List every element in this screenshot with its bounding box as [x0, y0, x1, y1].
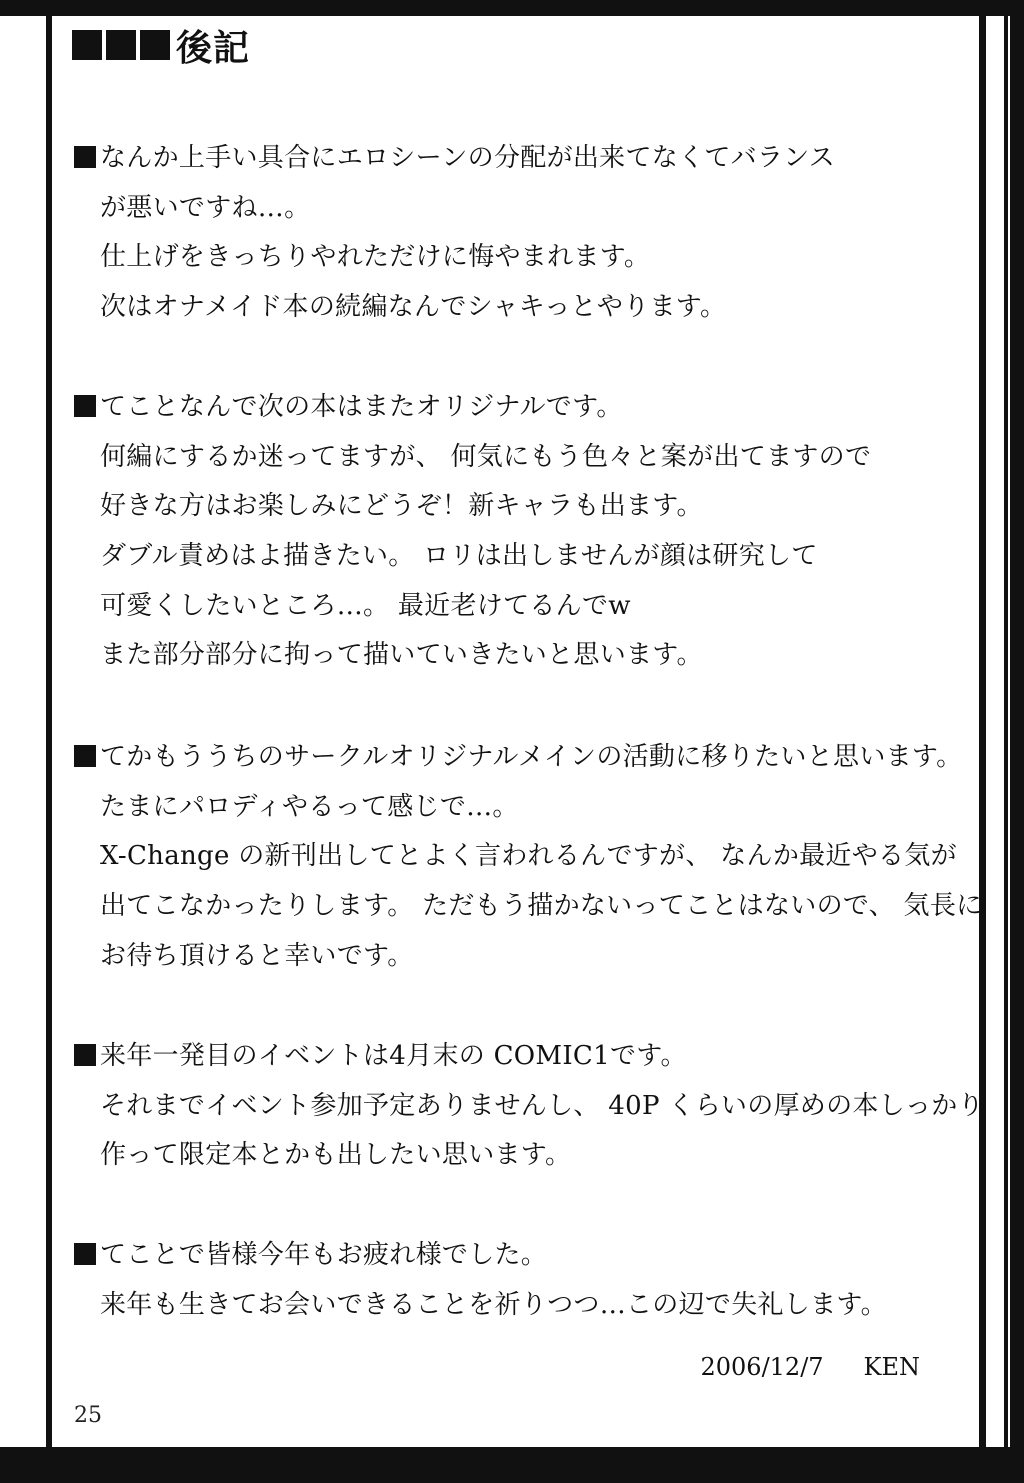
- paragraph-line: [74, 1032, 979, 1082]
- paragraph-line: [74, 1231, 979, 1281]
- signature-author: KEN: [863, 1353, 920, 1381]
- paragraph-line: 次はオナメイド本の続編なんでシャキっとやります。: [100, 292, 727, 323]
- paragraph-line: 何編にするか迷ってますが、 何気にもう色々と案が出てますので: [100, 441, 872, 472]
- line-text: てことなんで次の本はまたオリジナルです。: [100, 392, 623, 422]
- paragraph-1: [74, 134, 979, 333]
- paragraph-line: たまにパロディやるって感じで…。: [100, 791, 519, 822]
- paragraph-line: 可愛くしたいところ…。 最近老けてるんでw: [100, 590, 631, 621]
- paragraph-line: 来年も生きてお会いできることを祈りつつ…この辺で失礼します。: [100, 1289, 887, 1320]
- paragraph-5: [74, 1231, 979, 1330]
- square-mark-icon: [106, 30, 136, 60]
- square-mark-icon: [72, 30, 102, 60]
- title-marks: [72, 30, 170, 60]
- signature: [700, 1353, 920, 1381]
- paragraph-line: お待ち頂けると幸いです。: [100, 940, 414, 971]
- paragraph-line: ダブル責めはよ描きたい。 ロリは出しませんが顔は研究して: [100, 541, 818, 572]
- paragraph-4: [74, 1032, 984, 1181]
- page-border-bottom: [0, 1447, 1024, 1483]
- square-bullet-icon: [74, 745, 96, 767]
- line-text: てかもううちのサークルオリジナルメインの活動に移りたいと思います。: [100, 742, 963, 772]
- paragraph-line: それまでイベント参加予定ありませんし、 40P くらいの厚めの本しっかり: [100, 1090, 984, 1121]
- line-text: てことで皆様今年もお疲れ様でした。: [100, 1240, 548, 1270]
- page-title-text: 後記: [176, 26, 251, 69]
- page-border-right-outer: [1004, 16, 1024, 1447]
- paragraph-line: が悪いですね…。: [100, 192, 311, 223]
- paragraph-line: 好きな方はお楽しみにどうぞ！新キャラも出ます。: [100, 491, 703, 522]
- paragraph-line: [74, 733, 979, 783]
- square-bullet-icon: [74, 1044, 96, 1066]
- paragraph-line: [74, 383, 979, 433]
- square-mark-icon: [140, 30, 170, 60]
- page-border-top: [0, 0, 1024, 16]
- page-border-right: [979, 16, 986, 1447]
- paragraph-line: [74, 134, 979, 184]
- paragraph-line: また部分部分に拘って描いていきたいと思います。: [100, 640, 703, 671]
- page-number: 25: [74, 1403, 102, 1428]
- square-bullet-icon: [74, 395, 96, 417]
- paragraph-2: [74, 383, 979, 681]
- paragraph-line: 仕上げをきっちりやれただけに悔やまれます。: [100, 242, 651, 273]
- square-bullet-icon: [74, 146, 96, 168]
- page-title: [72, 20, 250, 70]
- line-text: 来年一発目のイベントは4月末の COMIC1です。: [100, 1041, 687, 1071]
- page-border-left: [46, 16, 52, 1447]
- paragraph-3: [74, 733, 983, 981]
- square-bullet-icon: [74, 1243, 96, 1265]
- paragraph-line: 作って限定本とかも出したい思います。: [100, 1140, 572, 1171]
- paragraph-line: 出てこなかったりします。 ただもう描かないってことはないので、 気長に: [100, 891, 983, 922]
- signature-date: 2006/12/7: [700, 1353, 824, 1381]
- paragraph-line: X-Change の新刊出してとよく言われるんですが、 なんか最近やる気が: [100, 841, 957, 872]
- line-text: なんか上手い具合にエロシーンの分配が出来てなくてバランス: [100, 143, 836, 173]
